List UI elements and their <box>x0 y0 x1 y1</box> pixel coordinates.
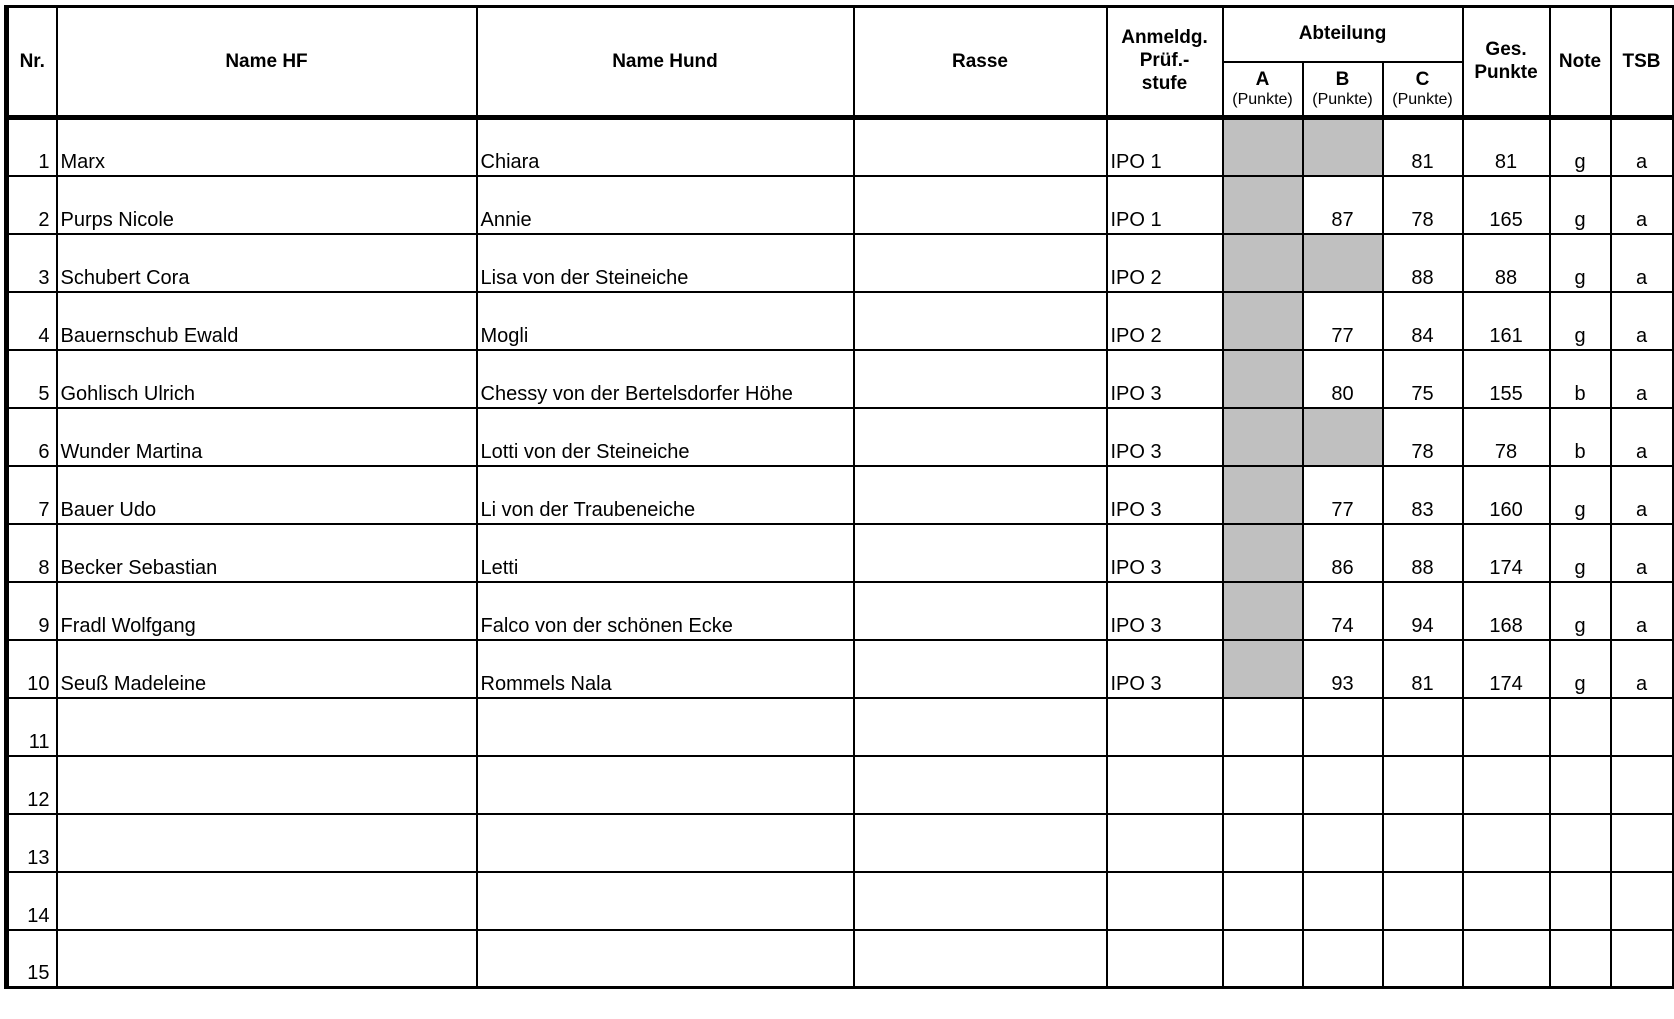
cell-pruefstufe: IPO 1 <box>1107 176 1223 234</box>
header-ges-punkte <box>1463 7 1550 118</box>
cell-tsb: a <box>1611 176 1673 234</box>
cell-abteilung-a <box>1223 118 1303 176</box>
cell-pruefstufe <box>1107 930 1223 988</box>
cell-note: g <box>1550 640 1611 698</box>
header-name-hf: Name HF <box>57 7 477 118</box>
cell-abteilung-b: 86 <box>1303 524 1383 582</box>
cell-abteilung-b: 77 <box>1303 292 1383 350</box>
cell-pruefstufe <box>1107 872 1223 930</box>
cell-note: g <box>1550 582 1611 640</box>
cell-pruefstufe: IPO 3 <box>1107 640 1223 698</box>
cell-nr: 9 <box>7 582 57 640</box>
cell-name-hf <box>57 814 477 872</box>
cell-rasse <box>854 350 1107 408</box>
cell-nr: 7 <box>7 466 57 524</box>
header-note: Note <box>1550 7 1611 118</box>
cell-name-hf <box>57 698 477 756</box>
cell-name-hf: Marx <box>57 118 477 176</box>
cell-note: b <box>1550 408 1611 466</box>
cell-abteilung-a <box>1223 930 1303 988</box>
header-b-label: B <box>1335 68 1350 90</box>
cell-ges-punkte: 165 <box>1463 176 1550 234</box>
cell-abteilung-a <box>1223 176 1303 234</box>
cell-rasse <box>854 872 1107 930</box>
cell-abteilung-b <box>1303 872 1383 930</box>
cell-name-hf <box>57 872 477 930</box>
cell-abteilung-c: 88 <box>1383 234 1463 292</box>
table-row <box>7 698 1673 756</box>
cell-abteilung-c <box>1383 930 1463 988</box>
cell-rasse <box>854 582 1107 640</box>
cell-abteilung-a <box>1223 292 1303 350</box>
cell-rasse <box>854 814 1107 872</box>
cell-nr: 13 <box>7 814 57 872</box>
header-tsb: TSB <box>1611 7 1673 118</box>
cell-nr: 11 <box>7 698 57 756</box>
table-row <box>7 350 1673 408</box>
cell-nr: 10 <box>7 640 57 698</box>
cell-name-hund <box>477 756 854 814</box>
cell-pruefstufe <box>1107 756 1223 814</box>
cell-abteilung-c: 78 <box>1383 176 1463 234</box>
cell-abteilung-c: 84 <box>1383 292 1463 350</box>
cell-abteilung-c <box>1383 756 1463 814</box>
header-c-punkte: (Punkte) <box>1392 91 1453 109</box>
cell-abteilung-b <box>1303 118 1383 176</box>
cell-name-hf <box>57 756 477 814</box>
cell-ges-punkte <box>1463 814 1550 872</box>
cell-rasse <box>854 408 1107 466</box>
header-abteilung-c <box>1383 62 1463 118</box>
cell-name-hund: Letti <box>477 524 854 582</box>
cell-abteilung-a <box>1223 814 1303 872</box>
cell-abteilung-b <box>1303 408 1383 466</box>
cell-name-hund: Chiara <box>477 118 854 176</box>
cell-tsb: a <box>1611 408 1673 466</box>
cell-ges-punkte: 155 <box>1463 350 1550 408</box>
cell-name-hf: Becker Sebastian <box>57 524 477 582</box>
cell-nr: 8 <box>7 524 57 582</box>
cell-abteilung-c: 75 <box>1383 350 1463 408</box>
cell-abteilung-b: 87 <box>1303 176 1383 234</box>
cell-name-hf: Gohlisch Ulrich <box>57 350 477 408</box>
cell-abteilung-b: 77 <box>1303 466 1383 524</box>
cell-name-hund: Mogli <box>477 292 854 350</box>
header-ges-line1: Ges. <box>1485 38 1527 60</box>
header-rasse: Rasse <box>854 7 1107 118</box>
cell-name-hund: Chessy von der Bertelsdorfer Höhe <box>477 350 854 408</box>
cell-abteilung-b <box>1303 756 1383 814</box>
cell-name-hf: Wunder Martina <box>57 408 477 466</box>
cell-name-hf: Fradl Wolfgang <box>57 582 477 640</box>
cell-note: g <box>1550 234 1611 292</box>
table-row <box>7 524 1673 582</box>
header-abteilung-a <box>1223 62 1303 118</box>
header-pruefstufe-line2: Prüf.- <box>1139 50 1190 72</box>
cell-pruefstufe: IPO 3 <box>1107 466 1223 524</box>
cell-nr: 15 <box>7 930 57 988</box>
cell-name-hf: Bauer Udo <box>57 466 477 524</box>
cell-abteilung-b: 80 <box>1303 350 1383 408</box>
cell-abteilung-a <box>1223 234 1303 292</box>
header-pruefstufe-line3: stufe <box>1141 72 1188 94</box>
cell-tsb: a <box>1611 234 1673 292</box>
cell-note: g <box>1550 176 1611 234</box>
header-a-punkte: (Punkte) <box>1232 91 1293 109</box>
cell-abteilung-c: 94 <box>1383 582 1463 640</box>
cell-nr: 4 <box>7 292 57 350</box>
cell-abteilung-a <box>1223 640 1303 698</box>
cell-note: b <box>1550 350 1611 408</box>
cell-nr: 2 <box>7 176 57 234</box>
cell-rasse <box>854 176 1107 234</box>
cell-ges-punkte <box>1463 756 1550 814</box>
cell-abteilung-c: 81 <box>1383 118 1463 176</box>
cell-abteilung-c <box>1383 698 1463 756</box>
cell-name-hund: Annie <box>477 176 854 234</box>
table-row <box>7 582 1673 640</box>
cell-tsb <box>1611 930 1673 988</box>
cell-ges-punkte: 160 <box>1463 466 1550 524</box>
cell-nr: 1 <box>7 118 57 176</box>
cell-ges-punkte: 174 <box>1463 640 1550 698</box>
cell-ges-punkte: 161 <box>1463 292 1550 350</box>
cell-abteilung-b <box>1303 930 1383 988</box>
cell-name-hf: Seuß Madeleine <box>57 640 477 698</box>
table-row <box>7 872 1673 930</box>
cell-pruefstufe: IPO 3 <box>1107 524 1223 582</box>
cell-nr: 5 <box>7 350 57 408</box>
header-abteilung-b <box>1303 62 1383 118</box>
table-row <box>7 234 1673 292</box>
cell-abteilung-a <box>1223 524 1303 582</box>
header-ges-line2: Punkte <box>1474 61 1538 83</box>
header-abteilung: Abteilung <box>1223 7 1463 62</box>
cell-abteilung-c: 83 <box>1383 466 1463 524</box>
cell-pruefstufe: IPO 2 <box>1107 292 1223 350</box>
cell-abteilung-c: 88 <box>1383 524 1463 582</box>
cell-tsb <box>1611 814 1673 872</box>
header-pruefstufe <box>1107 7 1223 118</box>
cell-nr: 3 <box>7 234 57 292</box>
cell-pruefstufe: IPO 3 <box>1107 408 1223 466</box>
table-row <box>7 118 1673 176</box>
table-body <box>7 118 1673 988</box>
cell-ges-punkte: 174 <box>1463 524 1550 582</box>
table-row <box>7 176 1673 234</box>
cell-note: g <box>1550 524 1611 582</box>
cell-tsb: a <box>1611 350 1673 408</box>
cell-rasse <box>854 524 1107 582</box>
cell-tsb: a <box>1611 118 1673 176</box>
cell-rasse <box>854 466 1107 524</box>
cell-ges-punkte <box>1463 872 1550 930</box>
table-row <box>7 640 1673 698</box>
cell-name-hf <box>57 930 477 988</box>
cell-ges-punkte <box>1463 930 1550 988</box>
cell-name-hund: Lotti von der Steineiche <box>477 408 854 466</box>
cell-pruefstufe: IPO 2 <box>1107 234 1223 292</box>
cell-abteilung-a <box>1223 582 1303 640</box>
cell-name-hund: Lisa von der Steineiche <box>477 234 854 292</box>
cell-tsb <box>1611 698 1673 756</box>
cell-abteilung-a <box>1223 756 1303 814</box>
cell-abteilung-b <box>1303 698 1383 756</box>
cell-rasse <box>854 930 1107 988</box>
cell-name-hund: Falco von der schönen Ecke <box>477 582 854 640</box>
cell-name-hund <box>477 814 854 872</box>
header-pruefstufe-line1: Anmeldg. <box>1121 27 1208 49</box>
table-row <box>7 930 1673 988</box>
cell-note <box>1550 930 1611 988</box>
cell-pruefstufe <box>1107 698 1223 756</box>
cell-abteilung-b <box>1303 814 1383 872</box>
cell-abteilung-a <box>1223 466 1303 524</box>
header-a-label: A <box>1255 68 1270 90</box>
cell-note <box>1550 872 1611 930</box>
header-b-punkte: (Punkte) <box>1312 91 1373 109</box>
cell-abteilung-b <box>1303 234 1383 292</box>
cell-name-hund <box>477 698 854 756</box>
cell-abteilung-b: 93 <box>1303 640 1383 698</box>
table-row <box>7 814 1673 872</box>
table-header <box>7 7 1673 118</box>
cell-pruefstufe: IPO 3 <box>1107 582 1223 640</box>
cell-abteilung-a <box>1223 350 1303 408</box>
cell-rasse <box>854 698 1107 756</box>
results-table <box>4 5 1674 989</box>
cell-pruefstufe: IPO 1 <box>1107 118 1223 176</box>
table-row <box>7 756 1673 814</box>
cell-ges-punkte <box>1463 698 1550 756</box>
cell-abteilung-c <box>1383 814 1463 872</box>
cell-abteilung-a <box>1223 408 1303 466</box>
header-nr: Nr. <box>7 7 57 118</box>
cell-name-hf: Schubert Cora <box>57 234 477 292</box>
header-c-label: C <box>1415 68 1430 90</box>
cell-abteilung-c: 78 <box>1383 408 1463 466</box>
cell-tsb: a <box>1611 466 1673 524</box>
cell-ges-punkte: 168 <box>1463 582 1550 640</box>
cell-name-hund: Li von der Traubeneiche <box>477 466 854 524</box>
cell-tsb <box>1611 872 1673 930</box>
cell-tsb <box>1611 756 1673 814</box>
cell-note <box>1550 756 1611 814</box>
cell-name-hf: Bauernschub Ewald <box>57 292 477 350</box>
cell-rasse <box>854 292 1107 350</box>
cell-abteilung-a <box>1223 872 1303 930</box>
table-row <box>7 292 1673 350</box>
header-name-hund: Name Hund <box>477 7 854 118</box>
cell-tsb: a <box>1611 640 1673 698</box>
cell-rasse <box>854 234 1107 292</box>
table-row <box>7 466 1673 524</box>
cell-abteilung-b: 74 <box>1303 582 1383 640</box>
cell-tsb: a <box>1611 524 1673 582</box>
cell-name-hf: Purps Nicole <box>57 176 477 234</box>
cell-rasse <box>854 118 1107 176</box>
cell-rasse <box>854 640 1107 698</box>
results-sheet <box>4 5 1670 1015</box>
cell-name-hund <box>477 930 854 988</box>
cell-note <box>1550 814 1611 872</box>
table-row <box>7 408 1673 466</box>
cell-ges-punkte: 88 <box>1463 234 1550 292</box>
cell-name-hund: Rommels Nala <box>477 640 854 698</box>
cell-tsb: a <box>1611 292 1673 350</box>
cell-ges-punkte: 81 <box>1463 118 1550 176</box>
cell-pruefstufe: IPO 3 <box>1107 350 1223 408</box>
cell-nr: 12 <box>7 756 57 814</box>
cell-tsb: a <box>1611 582 1673 640</box>
cell-note <box>1550 698 1611 756</box>
cell-note: g <box>1550 292 1611 350</box>
cell-note: g <box>1550 466 1611 524</box>
cell-rasse <box>854 756 1107 814</box>
cell-nr: 14 <box>7 872 57 930</box>
cell-nr: 6 <box>7 408 57 466</box>
cell-note: g <box>1550 118 1611 176</box>
cell-ges-punkte: 78 <box>1463 408 1550 466</box>
cell-pruefstufe <box>1107 814 1223 872</box>
cell-abteilung-c: 81 <box>1383 640 1463 698</box>
cell-name-hund <box>477 872 854 930</box>
cell-abteilung-a <box>1223 698 1303 756</box>
cell-abteilung-c <box>1383 872 1463 930</box>
